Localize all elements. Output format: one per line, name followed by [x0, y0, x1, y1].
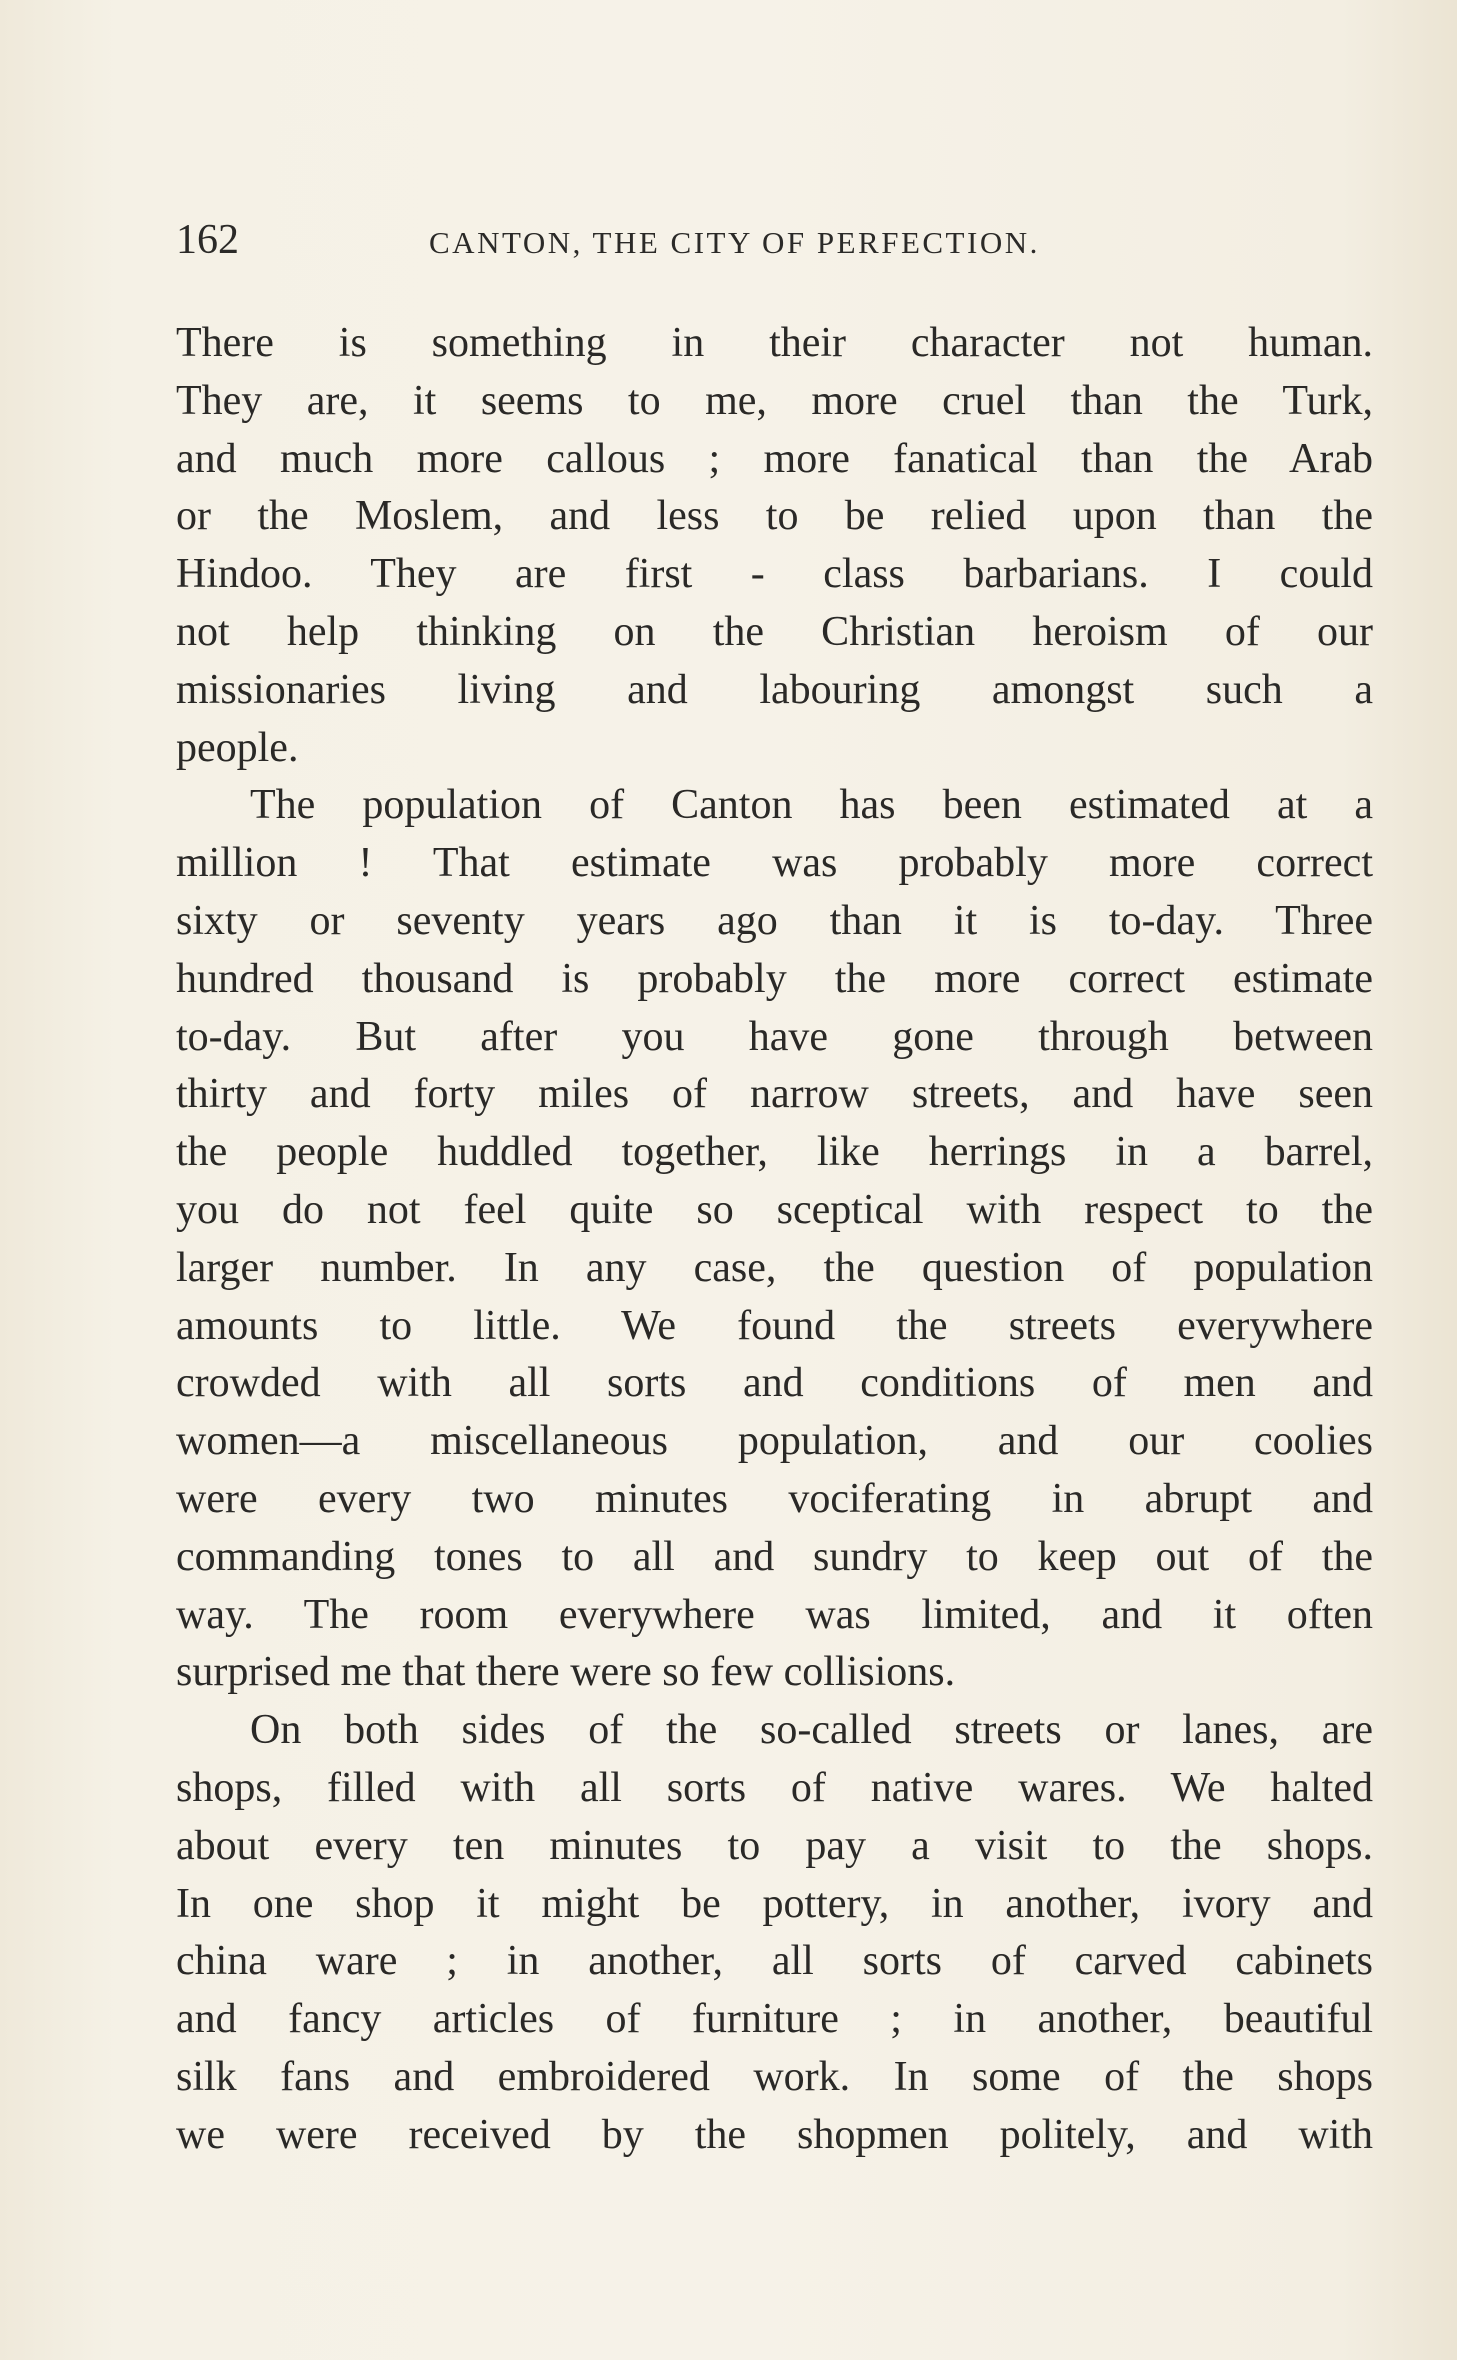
- body-text: [176, 315, 1373, 2165]
- page-header: [176, 210, 1376, 270]
- text-line: surprised me that there were so few collisions.: [176, 1649, 956, 1696]
- text-line: In one shop it might be pottery, in another, ivory and: [176, 1880, 1373, 1927]
- text-line: were every two minutes vociferating in abrupt and: [176, 1475, 1373, 1522]
- paragraph-start-line: The population of Canton has been estimated at a: [250, 782, 1373, 829]
- text-line: we were received by the shopmen politely, and with: [176, 2111, 1373, 2158]
- running-title: CANTON, THE CITY OF PERFECTION.: [429, 225, 1040, 260]
- text-line: There is something in their character not human.: [176, 320, 1373, 366]
- page-number: 162: [176, 217, 239, 263]
- text-line: crowded with all sorts and conditions of men and: [176, 1360, 1373, 1407]
- text-line: about every ten minutes to pay a visit to the shops.: [176, 1822, 1373, 1869]
- text-line: They are, it seems to me, more cruel than the Turk,: [176, 377, 1373, 424]
- text-line: Hindoo. They are first - class barbarians. I could: [176, 551, 1373, 598]
- text-line: and fancy articles of furniture ; in another, beautiful: [176, 1996, 1373, 2043]
- text-line: silk fans and embroidered work. In some of the shops: [176, 2053, 1373, 2100]
- text-line: way. The room everywhere was limited, and it often: [176, 1591, 1373, 1638]
- text-line: women—a miscellaneous population, and our coolies: [176, 1418, 1373, 1465]
- text-line: or the Moslem, and less to be relied upon than the: [176, 493, 1373, 540]
- text-line: million ! That estimate was probably more correct: [176, 840, 1373, 887]
- text-line: sixty or seventy years ago than it is to-day. Three: [176, 897, 1373, 944]
- text-line: hundred thousand is probably the more correct estimate: [176, 955, 1373, 1002]
- text-line: shops, filled with all sorts of native wares. We halted: [176, 1764, 1373, 1811]
- paragraph-start-line: On both sides of the so-called streets or lanes, are: [250, 1707, 1373, 1754]
- text-line: to-day. But after you have gone through between: [176, 1013, 1373, 1060]
- text-line: missionaries living and labouring amongst such a: [176, 666, 1373, 713]
- text-line: china ware ; in another, all sorts of carved cabinets: [176, 1938, 1373, 1985]
- text-line: and much more callous ; more fanatical than the Arab: [176, 435, 1373, 482]
- text-line: you do not feel quite so sceptical with respect to the: [176, 1186, 1373, 1233]
- text-line: people.: [176, 724, 299, 771]
- text-line: amounts to little. We found the streets everywhere: [176, 1302, 1373, 1349]
- text-line: commanding tones to all and sundry to keep out of the: [176, 1533, 1373, 1580]
- text-line: thirty and forty miles of narrow streets, and have seen: [176, 1071, 1373, 1118]
- text-line: larger number. In any case, the question of population: [176, 1244, 1373, 1291]
- text-line: the people huddled together, like herrings in a barrel,: [176, 1129, 1373, 1176]
- text-line: not help thinking on the Christian heroism of our: [176, 608, 1373, 655]
